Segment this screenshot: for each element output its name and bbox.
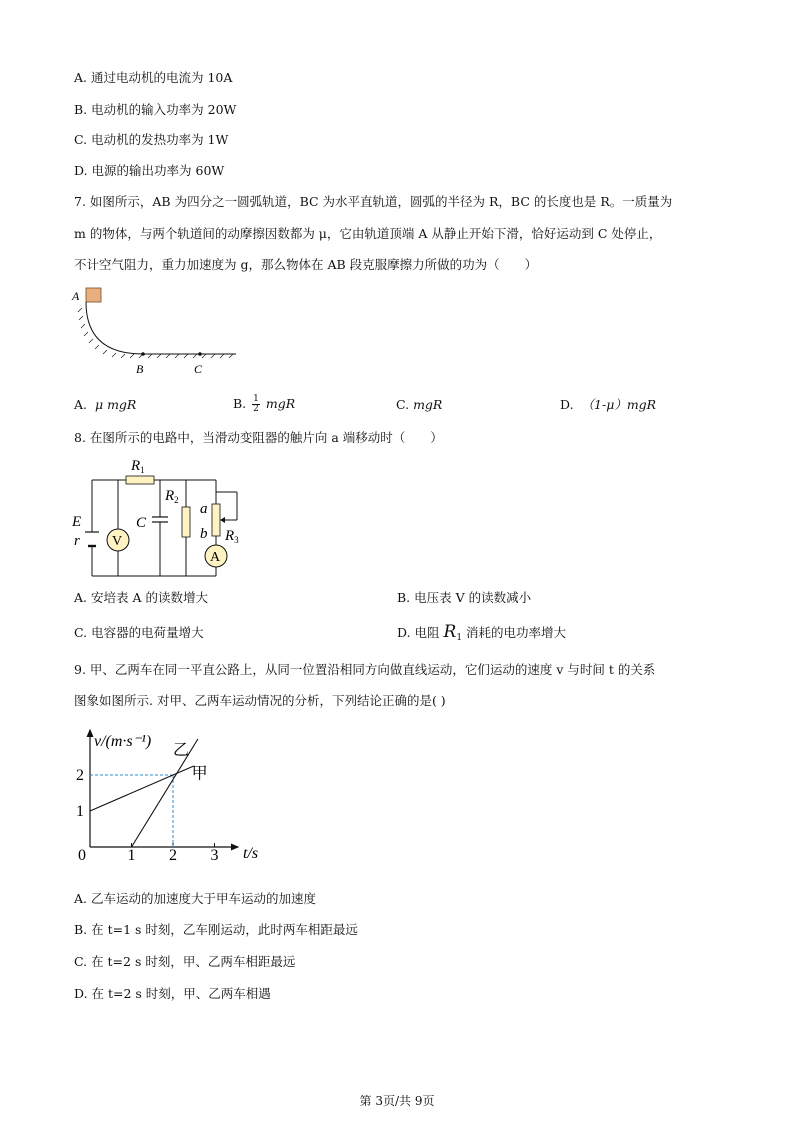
y-axis-label: v/(m·s⁻¹): [94, 733, 152, 750]
label-a: A: [72, 289, 80, 303]
q9-option-c: C. 在 t=2 s 时刻，甲、乙两车相距最远: [74, 954, 296, 969]
q9-option-a: A. 乙车运动的加速度大于甲车运动的加速度: [74, 891, 316, 906]
x-tick-label: 3: [210, 847, 219, 864]
origin-label: 0: [78, 847, 86, 864]
block-icon: [86, 288, 101, 302]
y-tick-label: 1: [76, 803, 84, 820]
x-tick-label: 2: [169, 847, 177, 864]
label-r1: $R_1$: [131, 458, 145, 475]
point-b: [141, 352, 145, 356]
q7-option-d: D. （1-μ）mgR: [560, 397, 657, 412]
ammeter-label: A: [210, 550, 221, 565]
x-axis-label: t/s: [243, 845, 259, 862]
q9-option-d: D. 在 t=2 s 时刻，甲、乙两车相遇: [74, 986, 271, 1001]
label-c: C: [194, 362, 203, 376]
q7-stem-line1: 7. 如图所示，AB 为四分之一圆弧轨道，BC 为水平直轨道，圆弧的半径为 R，BC 的长度也是 R。一质量为: [74, 194, 673, 209]
q8-circuit-figure: [68, 452, 258, 582]
q8-option-a: A. 安培表 A 的读数增大: [74, 590, 208, 605]
resistor-r2: [182, 507, 190, 537]
q6-option-a: A. 通过电动机的电流为 10A: [74, 70, 233, 85]
q9-stem-line1: 9. 甲、乙两车在同一平直公路上，从同一位置沿相同方向做直线运动，它们运动的速度 v 与时间 t 的关系: [74, 662, 656, 677]
q7-option-c: C. mgR: [396, 397, 443, 412]
q9-vt-chart: [70, 722, 285, 870]
q8-option-c: C. 电容器的电荷量增大: [74, 625, 204, 640]
q7-option-b: B. $\frac{1}{2}$ mgR: [233, 394, 296, 414]
rheostat-r3: [212, 504, 220, 536]
label-r3: $R_3$: [225, 528, 239, 545]
series-label-jia: 甲: [191, 765, 208, 783]
q9-option-b: B. 在 t=1 s 时刻，乙车刚运动，此时两车相距最远: [74, 922, 358, 937]
x-tick-label: 1: [127, 847, 136, 864]
label-e: E: [72, 514, 82, 530]
arc-track: [86, 302, 143, 354]
label-b-end: b: [200, 526, 208, 542]
label-b: B: [136, 362, 144, 376]
page-footer: 第 3页/共 9页: [359, 1094, 435, 1108]
voltmeter-label: V: [112, 534, 123, 549]
q8-stem: 8. 在图所示的电路中，当滑动变阻器的触片向 a 端移动时（ ）: [74, 430, 443, 445]
series-label-yi: 乙: [173, 742, 190, 760]
label-r: r: [74, 533, 80, 549]
resistor-r1: [126, 476, 154, 484]
y-tick-label: 2: [76, 767, 84, 784]
series-line-jia: [90, 766, 194, 811]
q9-stem-line2: 图象如图所示. 对甲、乙两车运动情况的分析，下列结论正确的是( ): [74, 693, 446, 708]
q7-option-a: A. μ mgR: [74, 397, 137, 412]
label-c: C: [136, 515, 147, 531]
fraction-one-half: $\frac{1}{2}$: [253, 394, 259, 414]
slider-arrow-icon: [220, 517, 225, 523]
q7-stem-line2: m 的物体，与两个轨道间的动摩擦因数都为 μ，它由轨道顶端 A 从静止开始下滑，恰好运动到 C 处停止，: [74, 226, 662, 241]
label-a-end: a: [200, 501, 208, 517]
track-hatching: [78, 308, 233, 358]
label-r2: $R_2$: [165, 488, 179, 505]
point-c: [198, 352, 202, 356]
q6-option-c: C. 电动机的发热功率为 1W: [74, 132, 229, 147]
q7-stem-line3: 不计空气阻力，重力加速度为 g，那么物体在 AB 段克服摩擦力所做的功为（ ）: [74, 257, 538, 272]
q6-option-b: B. 电动机的输入功率为 20W: [74, 102, 237, 117]
q8-option-d: D. 电阻 $R_1$ 消耗的电功率增大: [397, 622, 567, 643]
q6-option-d: D. 电源的输出功率为 60W: [74, 163, 225, 178]
q8-option-b: B. 电压表 V 的读数减小: [397, 590, 532, 605]
q7-track-figure: [68, 284, 243, 379]
